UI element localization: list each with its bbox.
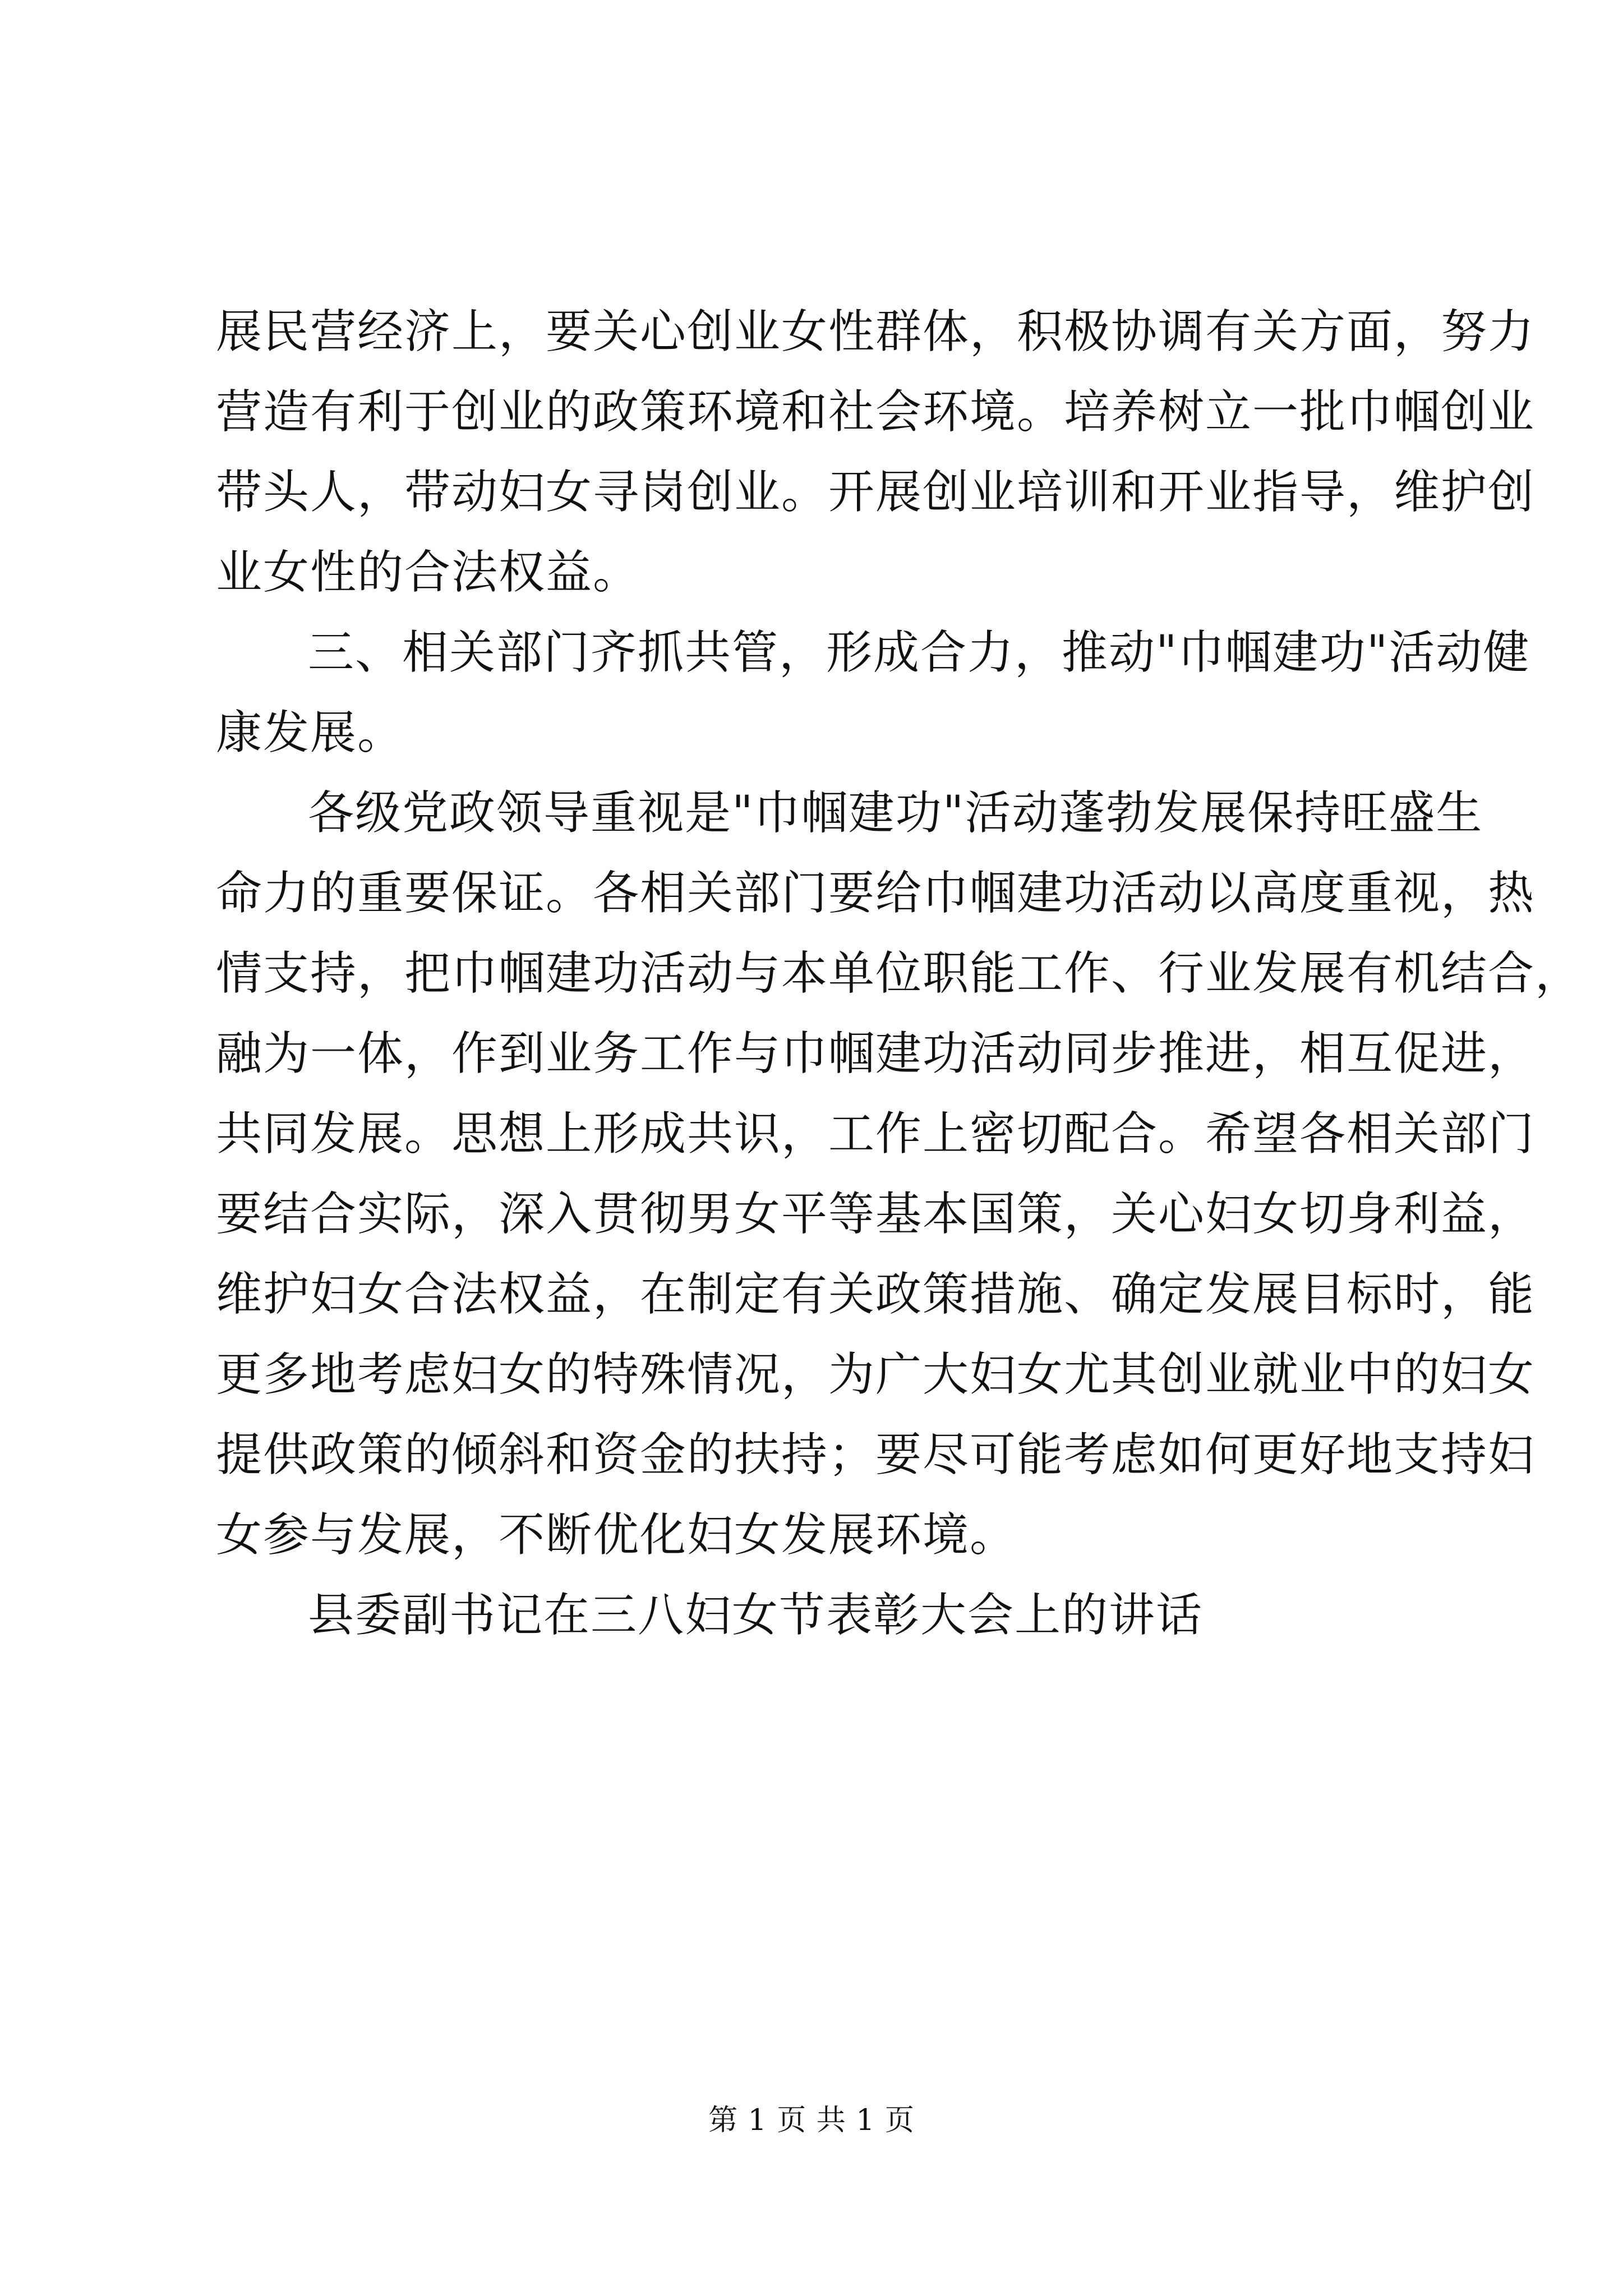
text-line: 康发展。 [216, 706, 405, 760]
text-line: 提供政策的倾斜和资金的扶持；要尽可能考虑如何更好地支持妇 [216, 1428, 1536, 1481]
text-line: 情支持，把巾帼建功活动与本单位职能工作、行业发展有机结合， [216, 947, 1583, 1000]
document-title-line [216, 1575, 1422, 1655]
text-line: 维护妇女合法权益，在制定有关政策措施、确定发展目标时，能 [216, 1268, 1536, 1321]
text-line: 展民营经济上，要关心创业女性群体，积极协调有关方面，努力 [216, 305, 1536, 358]
text-line: 更多地考虑妇女的特殊情况，为广大妇女尤其创业就业中的妇女 [216, 1348, 1536, 1401]
text-line: 各级党政领导重视是"巾帼建功"活动蓬勃发展保持旺盛生 [308, 786, 1483, 840]
paragraph [216, 773, 1583, 1575]
text-line: 命力的重要保证。各相关部门要给巾帼建功活动以高度重视，热 [216, 867, 1536, 920]
section-heading [216, 613, 1530, 773]
text-line: 女参与发展，不断优化妇女发展环境。 [216, 1508, 1017, 1562]
body-text [216, 292, 1583, 1655]
text-line: 营造有利于创业的政策环境和社会环境。培养树立一批巾帼创业 [216, 385, 1536, 439]
text-line: 要结合实际，深入贯彻男女平等基本国策，关心妇女切身利益， [216, 1188, 1536, 1241]
text-line: 三、相关部门齐抓共管，形成合力，推动"巾帼建功"活动健 [308, 626, 1530, 679]
text-line: 共同发展。思想上形成共识，工作上密切配合。希望各相关部门 [216, 1107, 1536, 1161]
text-line: 带头人，带动妇女寻岗创业。开展创业培训和开业指导，维护创 [216, 466, 1536, 519]
text-line: 业女性的合法权益。 [216, 546, 640, 599]
page-number: 第 1 页 共 1 页 [708, 2104, 915, 2137]
text-line: 融为一体，作到业务工作与巾帼建功活动同步推进，相互促进， [216, 1027, 1536, 1080]
text-line: 县委副书记在三八妇女节表彰大会上的讲话 [308, 1589, 1204, 1642]
paragraph [216, 292, 1536, 613]
